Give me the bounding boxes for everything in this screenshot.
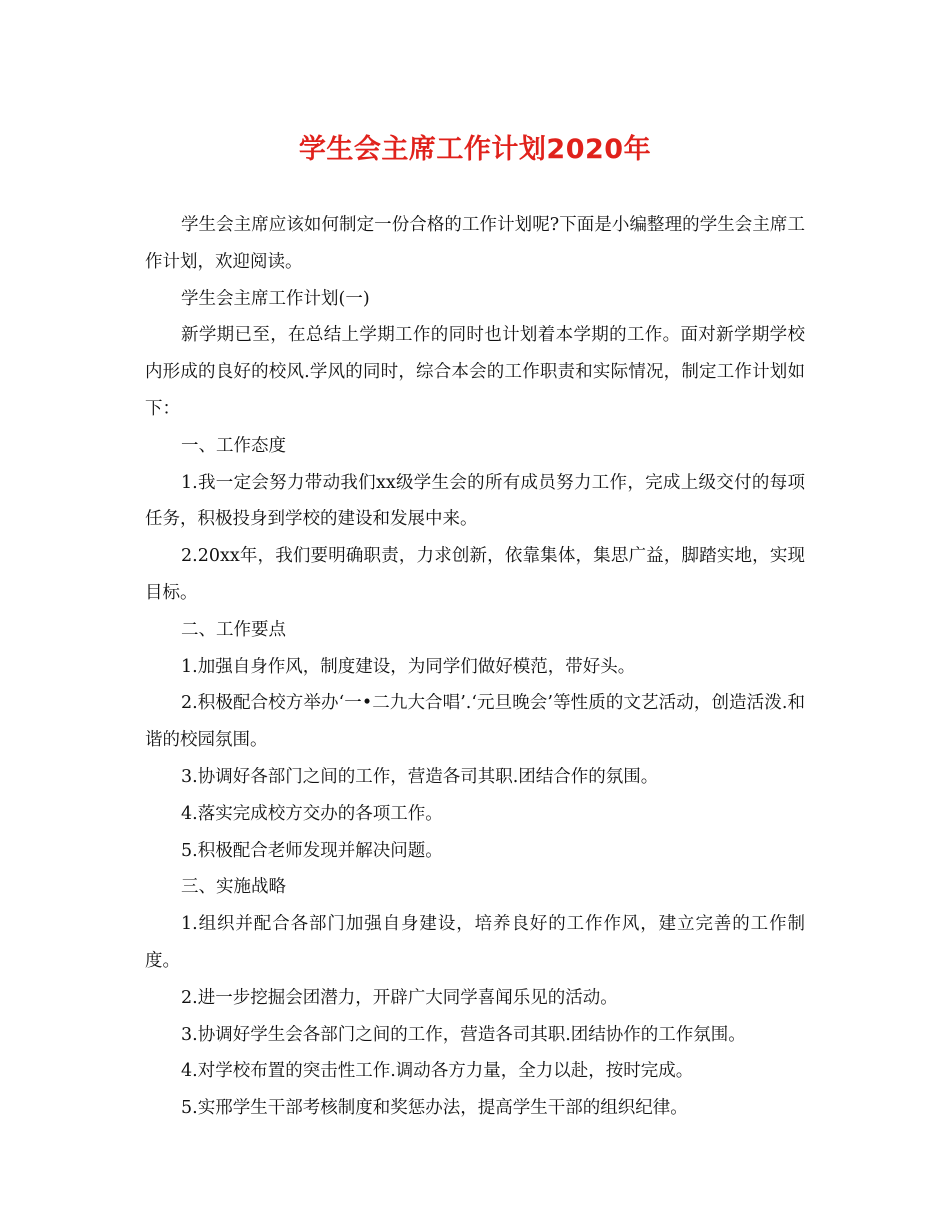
document-body — [145, 207, 805, 1127]
list-item: 2.20xx年，我们要明确职责，力求创新，依靠集体，集思广益，脚踏实地，实现目标。 — [145, 546, 805, 603]
paragraph-overview: 新学期已至，在总结上学期工作的同时也计划着本学期的工作。面对新学期学校内形成的良好的校风.学风的同时，综合本会的工作职责和实际情况，制定工作计划如下： — [145, 325, 805, 419]
list-item: 1.加强自身作风，制度建设，为同学们做好模范，带好头。 — [181, 656, 636, 677]
list-item: 4.落实完成校方交办的各项工作。 — [181, 803, 443, 824]
list-item: 3.协调好学生会各部门之间的工作，营造各司其职.团结协作的工作氛围。 — [181, 1024, 746, 1045]
list-item: 4.对学校布置的突击性工作.调动各方力量，全力以赴，按时完成。 — [181, 1061, 694, 1082]
section-heading-key-points: 二、工作要点 — [181, 619, 286, 640]
section-heading-plan-one: 学生会主席工作计划(一) — [181, 288, 370, 309]
section-heading-attitude: 一、工作态度 — [181, 435, 286, 456]
document-title: 学生会主席工作计划2020年 — [298, 134, 652, 165]
list-item: 1.我一定会努力带动我们xx级学生会的所有成员努力工作，完成上级交付的每项任务，积极投身到学校的建设和发展中来。 — [145, 472, 805, 530]
list-item: 1.组织并配合各部门加强自身建设，培养良好的工作作风，建立完善的工作制度。 — [145, 914, 805, 971]
section-heading-strategy: 三、实施战略 — [181, 877, 286, 898]
list-item: 2.积极配合校方举办‘一•二九大合唱’.‘元旦晚会’等性质的文艺活动，创造活泼.和谐的校园氛围。 — [145, 693, 805, 751]
list-item: 2.进一步挖掘会团潜力，开辟广大同学喜闻乐见的活动。 — [181, 987, 618, 1008]
list-item: 3.协调好各部门之间的工作，营造各司其职.团结合作的氛围。 — [181, 766, 659, 787]
list-item: 5.实邢学生干部考核制度和奖惩办法，提高学生干部的组织纪律。 — [181, 1098, 688, 1119]
paragraph-intro: 学生会主席应该如何制定一份合格的工作计划呢?下面是小编整理的学生会主席工作计划，欢迎阅读。 — [145, 215, 805, 272]
list-item: 5.积极配合老师发现并解决问题。 — [181, 840, 443, 861]
